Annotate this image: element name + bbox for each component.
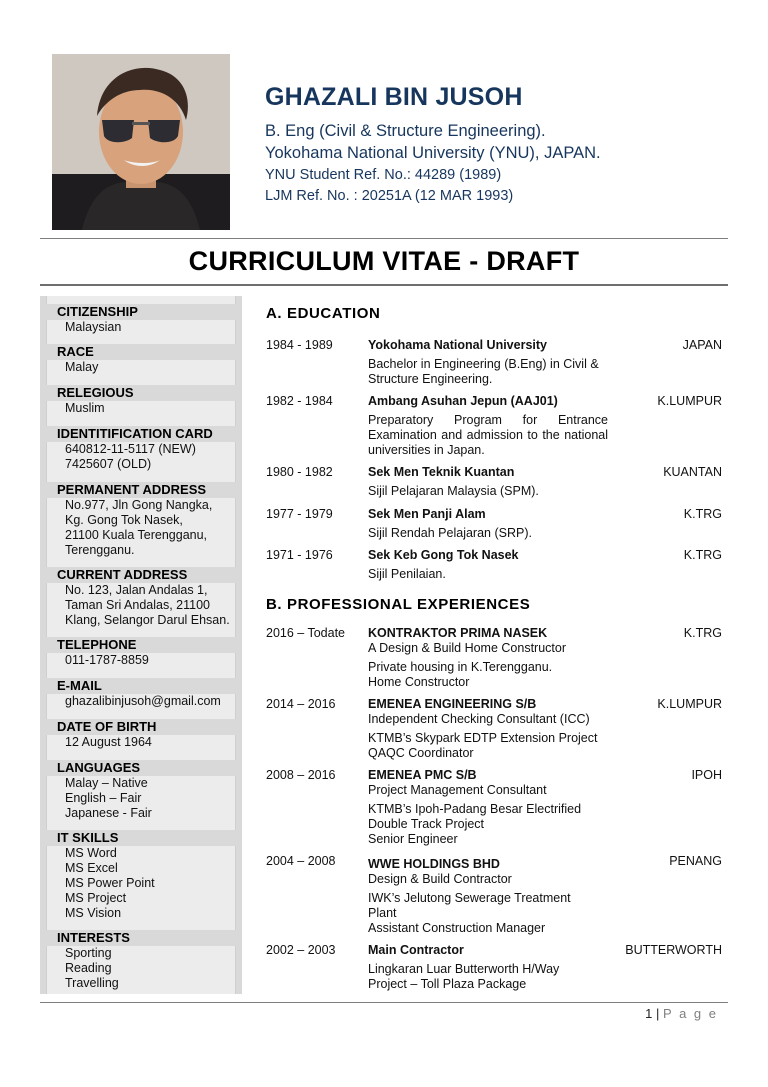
experience-years: 2002 – 2003	[266, 943, 336, 957]
title-divider	[40, 284, 728, 286]
education-heading: A. EDUCATION	[266, 305, 381, 322]
education-qualification: Sijil Pelajaran Malaysia (SPM).	[368, 484, 539, 498]
experience-years: 2004 – 2008	[266, 854, 336, 868]
page-footer	[645, 1006, 718, 1021]
citizenship-label: CITIZENSHIP	[41, 304, 241, 320]
experience-position: Senior Engineer	[368, 832, 458, 846]
portrait-illustration	[52, 54, 230, 230]
profile-photo	[52, 54, 230, 230]
experience-company: KONTRAKTOR PRIMA NASEK	[368, 626, 548, 640]
education-qualification: Bachelor in Engineering (B.Eng) in Civil & Structure Engineering.	[368, 357, 599, 386]
experience-project: Lingkaran Luar Butterworth H/Way	[368, 962, 560, 976]
cv-header	[265, 82, 745, 207]
it-skill-item: MS Word	[65, 846, 117, 860]
page-label: P a g e	[663, 1006, 718, 1021]
religious-label: RELEGIOUS	[41, 385, 241, 401]
personal-details-sidebar	[40, 296, 242, 994]
telephone-label: TELEPHONE	[41, 637, 241, 653]
id-card-label: IDENTITIFICATION CARD	[41, 426, 241, 442]
current-address-section	[47, 567, 235, 628]
education-qualification: Preparatory Program for Entrance Examination and admission to the national universities in Japan.	[368, 413, 608, 457]
university: Yokohama National University (YNU), JAPAN.	[265, 144, 601, 162]
permanent-address-line: Kg. Gong Tok Nasek,	[65, 513, 183, 527]
experience-role: A Design & Build Home Constructor	[368, 641, 567, 655]
interest-item: Reading	[65, 961, 112, 975]
experience-project: IWK’s Jelutong Sewerage Treatment Plant	[368, 891, 571, 920]
telephone-value: 011-1787-8859	[65, 653, 149, 667]
experience-company: Main Contractor	[368, 943, 464, 957]
religious-value: Muslim	[65, 401, 105, 415]
permanent-address-line: 21100 Kuala Terengganu,	[65, 528, 208, 542]
experience-heading: B. PROFESSIONAL EXPERIENCES	[266, 596, 531, 613]
race-label: RACE	[41, 344, 241, 360]
education-years: 1982 - 1984	[266, 394, 333, 408]
experience-position: Assistant Construction Manager	[368, 921, 546, 935]
page-separator: |	[656, 1006, 660, 1021]
education-years: 1971 - 1976	[266, 548, 333, 562]
it-skills-section	[47, 830, 235, 921]
education-location: JAPAN	[682, 338, 722, 352]
education-location: K.TRG	[683, 548, 722, 562]
experience-project: KTMB’s Ipoh-Padang Besar Electrified Double Track Project	[368, 802, 582, 831]
experience-location: PENANG	[669, 854, 722, 868]
interest-item: Sporting	[65, 946, 112, 960]
race-value: Malay	[65, 360, 99, 374]
education-qualification: Sijil Penilaian.	[368, 567, 446, 581]
education-institution: Ambang Asuhan Jepun (AAJ01)	[368, 394, 558, 408]
education-location: K.LUMPUR	[657, 394, 722, 408]
dob-value: 12 August 1964	[65, 735, 152, 749]
education-institution: Yokohama National University	[368, 338, 547, 352]
education-institution: Sek Men Panji Alam	[368, 507, 486, 521]
experience-company: EMENEA ENGINEERING S/B	[368, 697, 537, 711]
religious-section	[47, 385, 235, 416]
languages-section	[47, 760, 235, 821]
experience-position: Project – Toll Plaza Package	[368, 977, 527, 991]
current-address-label: CURRENT ADDRESS	[41, 567, 241, 583]
experience-role: Project Management Consultant	[368, 783, 547, 797]
citizenship-section	[47, 304, 235, 335]
current-address-line: Taman Sri Andalas, 21100	[65, 598, 211, 612]
permanent-address-label: PERMANENT ADDRESS	[41, 482, 241, 498]
education-years: 1984 - 1989	[266, 338, 333, 352]
experience-company: WWE HOLDINGS BHD	[368, 857, 500, 871]
education-qualification: Sijil Rendah Pelajaran (SRP).	[368, 526, 532, 540]
ljm-reference: LJM Ref. No. : 20251A (12 MAR 1993)	[265, 188, 514, 204]
it-skill-item: MS Power Point	[65, 876, 155, 890]
permanent-address-line: No.977, Jln Gong Nangka,	[65, 498, 213, 512]
languages-label: LANGUAGES	[41, 760, 241, 776]
education-years: 1980 - 1982	[266, 465, 333, 479]
telephone-section	[47, 637, 235, 668]
dob-section	[47, 719, 235, 750]
race-section	[47, 344, 235, 375]
language-item: Japanese - Fair	[65, 806, 152, 820]
experience-location: BUTTERWORTH	[625, 943, 722, 957]
id-card-old: 7425607 (OLD)	[65, 457, 152, 471]
experience-years: 2014 – 2016	[266, 697, 336, 711]
experience-years: 2008 – 2016	[266, 768, 336, 782]
education-location: K.TRG	[683, 507, 722, 521]
experience-position: Home Constructor	[368, 675, 470, 689]
experience-position: QAQC Coordinator	[368, 746, 474, 760]
experience-location: IPOH	[691, 768, 722, 782]
email-value: ghazalibinjusoh@gmail.com	[65, 694, 221, 708]
experience-years: 2016 – Todate	[266, 626, 346, 640]
email-section	[47, 678, 235, 709]
permanent-address-line: Terengganu.	[65, 543, 135, 557]
ynu-reference: YNU Student Ref. No.: 44289 (1989)	[265, 167, 502, 183]
experience-project: KTMB’s Skypark EDTP Extension Project	[368, 731, 598, 745]
experience-location: K.TRG	[683, 626, 722, 640]
page-number: 1	[645, 1006, 653, 1021]
experience-location: K.LUMPUR	[657, 697, 722, 711]
document-title: CURRICULUM VITAE - DRAFT	[188, 246, 580, 276]
dob-label: DATE OF BIRTH	[41, 719, 241, 735]
id-card-new: 640812-11-5117 (NEW)	[65, 442, 196, 456]
interests-section	[47, 930, 235, 991]
permanent-address-section	[47, 482, 235, 558]
email-label: E-MAIL	[41, 678, 241, 694]
it-skills-label: IT SKILLS	[41, 830, 241, 846]
id-card-section	[47, 426, 235, 472]
language-item: Malay – Native	[65, 776, 148, 790]
experience-role: Design & Build Contractor	[368, 872, 512, 886]
experience-role: Independent Checking Consultant (ICC)	[368, 712, 590, 726]
it-skill-item: MS Excel	[65, 861, 118, 875]
education-institution: Sek Men Teknik Kuantan	[368, 465, 515, 479]
interest-item: Travelling	[65, 976, 119, 990]
experience-company: EMENEA PMC S/B	[368, 768, 477, 782]
degree: B. Eng (Civil & Structure Engineering).	[265, 122, 546, 140]
citizenship-value: Malaysian	[65, 320, 122, 334]
footer-divider	[40, 1002, 728, 1003]
it-skill-item: MS Vision	[65, 906, 122, 920]
header-divider	[40, 238, 728, 239]
education-years: 1977 - 1979	[266, 507, 333, 521]
current-address-line: Klang, Selangor Darul Ehsan.	[65, 613, 230, 627]
interests-label: INTERESTS	[41, 930, 241, 946]
experience-project: Private housing in K.Terengganu.	[368, 660, 553, 674]
language-item: English – Fair	[65, 791, 142, 805]
current-address-line: No. 123, Jalan Andalas 1,	[65, 583, 208, 597]
education-institution: Sek Keb Gong Tok Nasek	[368, 548, 519, 562]
it-skill-item: MS Project	[65, 891, 127, 905]
candidate-name: GHAZALI BIN JUSOH	[265, 83, 523, 111]
education-location: KUANTAN	[663, 465, 722, 479]
